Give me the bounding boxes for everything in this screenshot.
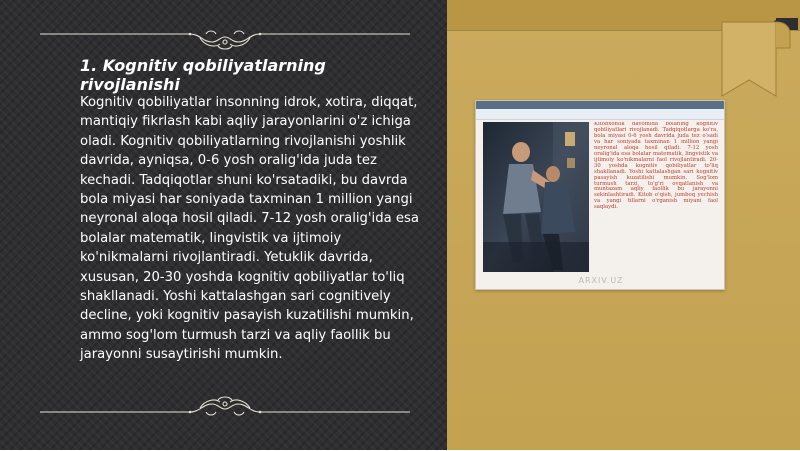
ribbon-bookmark-icon [718,18,798,118]
figure-nav-strip [476,109,724,120]
inset-figure [475,100,725,290]
figure-watermark: ARXIV.UZ [578,276,624,285]
figure-header-bar [476,101,724,109]
slide-title: 1. Kognitiv qobiliyatlarning rivojlanishi [80,56,326,94]
figure-caption-text: Kitobxonlik davomida bolaning kognitiv qobiliyatlari rivojlanadi. Tadqiqotlarga ko'ra, bola miyasi 0-6 yosh davrida juda tez o'sadi va har soniyada taxminan 1 million yangi neyronal aloqa hosil qiladi. 7-12 yosh oralig'ida esa bolalar matematik, lingvistik va ijtimoiy ko'nikmalarni faol rivojlantiradi. 20-30 yoshda kognitiv qobiliyatlar to'liq shakllanadi. Yoshi kattalashgan sari kognitiv pasayish kuzatilishi mumkin. Sog'lom turmush tarzi, to'g'ri ovqatlanish va muntazam aqliy faollik bu jarayonni sekinlashtiradi. Kitob o'qish, jumboq yechish va yangi tillarni o'rganish miyani faol saqlaydi. [594,122,718,211]
slide-body-text: Kognitiv qobiliyatlar insonning idrok, xotira, diqqat, mantiqiy fikrlash kabi aqliy jarayonlarini o'z ichiga oladi. Kognitiv qobiliyatlarning rivojlanishi yoshlik davrida, ayniqsa, 0-6 yosh oralig'ida juda tez kechadi. Tadqiqotlar shuni ko'rsatadiki, bu davrda bola miyasi har soniyada taxminan 1 million yangi neyronal aloqa hosil qiladi. 7-12 yosh oralig'ida esa bolalar matematik, lingvistik va ijtimoiy ko'nikmalarni rivojlantiradi. Yetuklik davrida, xususan, 20-30 yoshda kognitiv qobiliyatlar to'liq shakllanadi. Yoshi kattalashgan sari cognitively decline, yoki kognitiv pasayish kuzatilishi mumkin, ammo sog'lom turmush tarzi va aqliy faollik bu jarayonni susaytirishi mumkin. [80,95,419,363]
floral-divider-icon [40,30,410,54]
photo-illustration-icon [483,122,589,272]
floral-divider-icon [40,392,410,416]
figure-photo [483,122,589,272]
